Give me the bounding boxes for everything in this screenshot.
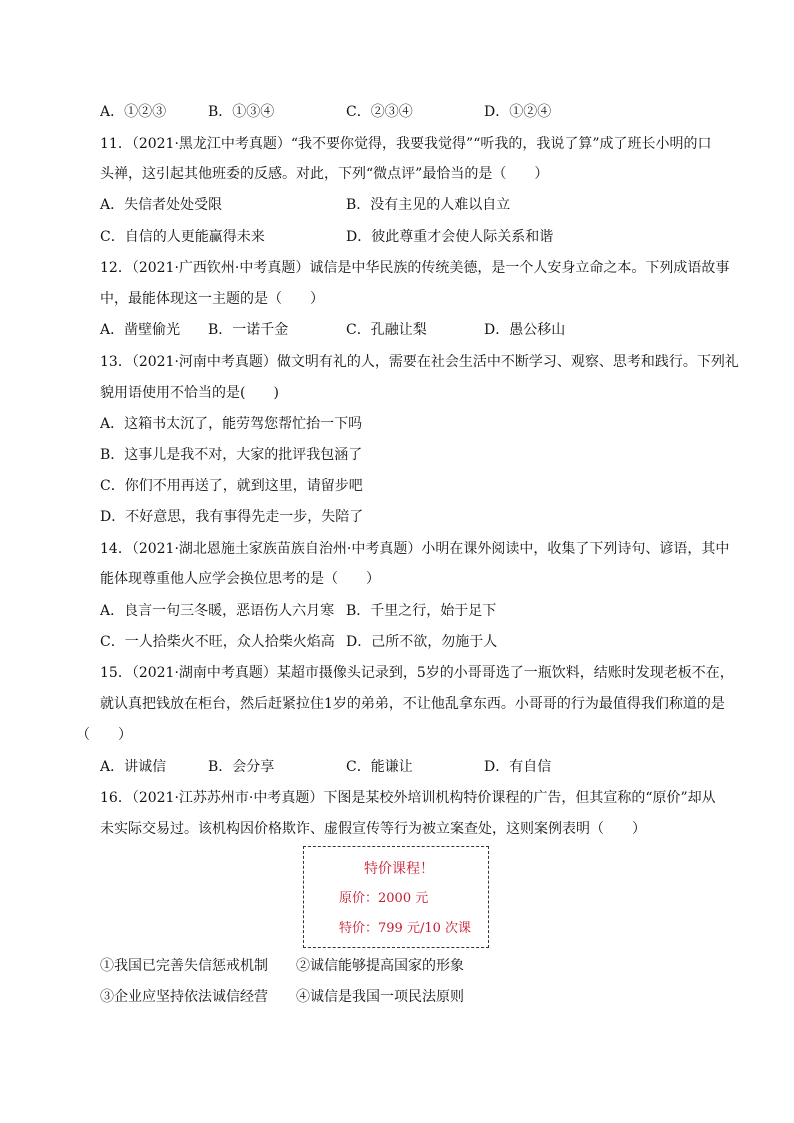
q11-stem-line2: 头禅，这引起其他班委的反感。对此，下列“微点评”最恰当的是（ ） (100, 166, 549, 182)
q14-stem-line2: 能体现尊重他人应学会换位思考的是（ ） (100, 571, 380, 587)
special-course-ad-box (303, 846, 489, 948)
q13-option-c: C．你们不用再送了，就到这里，请留步吧 (100, 478, 363, 494)
ad-special-price: 特价：799 元/10 次课 (339, 921, 471, 936)
q15-option-a: A．讲诚信 (100, 759, 167, 775)
q14-stem-line1: 14．（2021·湖北恩施土家族苗族自治州·中考真题）小明在课外阅读中，收集了下列诗句、谚语，其中 (100, 541, 730, 557)
q16-statement-1: ①我国已完善失信惩戒机制 (100, 958, 268, 974)
q12-option-c: C．孔融让梨 (346, 322, 427, 338)
ad-title: 特价课程！ (364, 861, 434, 877)
q14-option-c: C．一人拾柴火不旺，众人拾柴火焰高 (100, 634, 335, 650)
q12-option-a: A．凿壁偷光 (100, 322, 181, 338)
q13-option-b: B．这事儿是我不对，大家的批评我包涵了 (100, 447, 363, 463)
q11-option-b: B．没有主见的人难以自立 (346, 197, 511, 213)
q16-statement-2: ②诚信能够提高国家的形象 (296, 958, 464, 974)
q10-option-a: A．①②③ (100, 104, 167, 120)
q15-stem-line2: 就认真把钱放在柜台，然后赶紧拉住1岁的弟弟，不让他乱拿东西。小哥哥的行为最值得我们称道的是 (100, 696, 725, 712)
q14-option-b: B．千里之行，始于足下 (346, 603, 497, 619)
q16-statement-3: ③企业应坚持依法诚信经营 (100, 989, 268, 1005)
q11-option-c: C．自信的人更能赢得未来 (100, 229, 265, 245)
q15-stem-line3: （ ） (76, 727, 132, 743)
q13-option-a: A．这箱书太沉了，能劳驾您帮忙抬一下吗 (100, 416, 363, 432)
q10-option-c: C．②③④ (346, 104, 413, 120)
ad-original-price: 原价：2000 元 (339, 891, 429, 906)
q13-option-d: D．不好意思，我有事得先走一步，失陪了 (100, 509, 364, 525)
q10-option-d: D．①②④ (484, 104, 552, 120)
q15-option-d: D．有自信 (484, 759, 552, 775)
q14-option-d: D．己所不欲，勿施于人 (346, 634, 498, 650)
q15-option-c: C．能谦让 (346, 759, 413, 775)
q10-option-b: B．①③④ (208, 104, 275, 120)
q15-option-b: B．会分享 (208, 759, 275, 775)
q16-statement-4: ④诚信是我国一项民法原则 (296, 989, 464, 1005)
q14-option-a: A．良言一句三冬暖，恶语伤人六月寒 (100, 603, 335, 619)
q12-stem-line1: 12．（2021·广西钦州·中考真题）诚信是中华民族的传统美德，是一个人安身立命之本。下列成语故事 (100, 260, 730, 276)
q16-stem-line2: 未实际交易过。该机构因价格欺诈、虚假宣传等行为被立案查处，这则案例表明（ ） (100, 821, 646, 837)
q16-stem-line1: 16．（2021·江苏苏州市·中考真题）下图是某校外培训机构特价课程的广告，但其宣称的“原价”却从 (100, 790, 716, 806)
q11-stem-line1: 11．（2021·黑龙江中考真题）“我不要你觉得，我要我觉得”“听我的，我说了算”成了班长小明的口 (100, 136, 712, 152)
q15-stem-line1: 15．（2021·湖南中考真题）某超市摄像头记录到，5岁的小哥哥选了一瓶饮料，结账时发现老板不在， (100, 665, 734, 681)
q12-stem-line2: 中，最能体现这一主题的是（ ） (100, 291, 324, 307)
q13-stem-line2: 貌用语使用不恰当的是( ) (100, 385, 279, 401)
q11-option-a: A．失信者处处受限 (100, 197, 223, 213)
q11-option-d: D．彼此尊重才会使人际关系和谐 (346, 229, 554, 245)
q12-option-b: B．一诺千金 (208, 322, 289, 338)
q12-option-d: D．愚公移山 (484, 322, 566, 338)
q13-stem-line1: 13．（2021·河南中考真题）做文明有礼的人，需要在社会生活中不断学习、观察、思考和践行。下列礼 (100, 354, 739, 370)
